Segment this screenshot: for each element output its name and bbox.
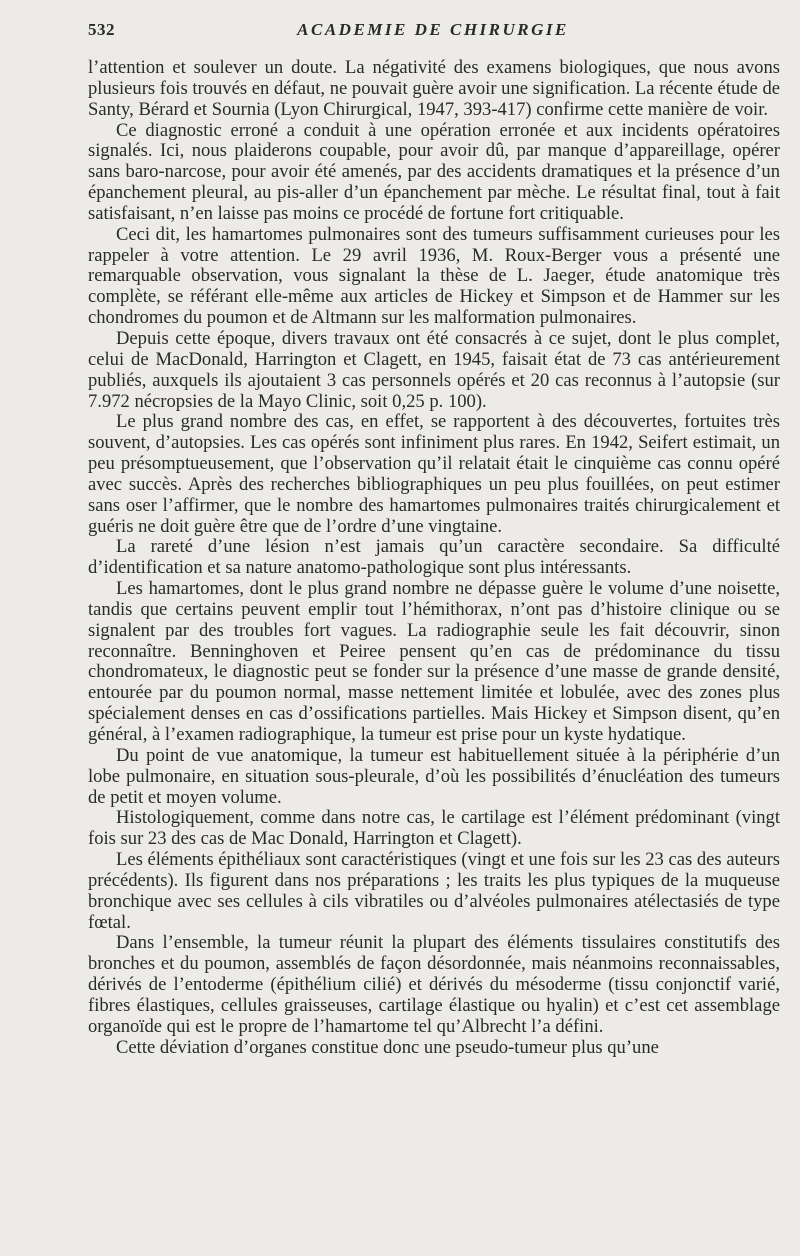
paragraph: Histologiquement, comme dans notre cas, le cartilage est l’élément prédominant (vingt fois sur 23 des cas de Mac Donald, Harrington et Clagett). (88, 807, 780, 850)
body-text (88, 58, 780, 1059)
page-number: 532 (88, 20, 115, 39)
paragraph: Ceci dit, les hamartomes pulmonaires sont des tumeurs suffisamment curieuses pour les rappeler à votre attention. Le 29 avril 1936, M. Roux-Berger vous a présenté une remarquable observation, vous signalant la thèse de L. Jaeger, étude anatomique très complète, se référant elle-même aux articles de Hickey et Simpson et de Hammer sur les chondromes du poumon et de Altmann sur les malformation pulmonaires. (88, 223, 780, 329)
paragraph: Cette déviation d’organes constitue donc une pseudo-tumeur plus qu’une (116, 1036, 659, 1058)
page-header (88, 20, 778, 44)
running-title: ACADEMIE DE CHIRURGIE (297, 20, 569, 39)
paragraph: La rareté d’une lésion n’est jamais qu’un caractère secondaire. Sa difficulté d’identification et sa nature anatomo-pathologique sont plus intéressants. (88, 536, 780, 579)
paragraph: Depuis cette époque, divers travaux ont été consacrés à ce sujet, dont le plus complet, celui de MacDonald, Harrington et Clagett, en 1945, faisait état de 73 cas antérieurement publiés, auxquels ils ajoutaient 3 cas personnels opérés et 20 cas reconnus à l’autopsie (sur 7.972 nécropsies de la Mayo Clinic, soit 0,25 p. 100). (88, 327, 780, 412)
paragraph: Les éléments épithéliaux sont caractéristiques (vingt et une fois sur les 23 cas des auteurs précédents). Ils figurent dans nos préparations ; les traits les plus typiques de la muqueuse bronchique avec ses cellules à cils vibratiles ou d’alvéoles pulmonaires atélectasiés de type fœtal. (88, 849, 781, 933)
paragraph: l’attention et soulever un doute. La négativité des examens biologiques, que nous avons plusieurs fois trouvés en défaut, ne pouvait guère avoir une signification. La récente étude de Santy, Bérard et Sournia (Lyon Chirurgical, 1947, 393-417) confirme cette manière de voir. (88, 57, 780, 120)
paragraph: Ce diagnostic erroné a conduit à une opération erronée et aux incidents opératoires signalés. Ici, nous plaiderons coupable, pour avoir dû, par manque d’appareillage, opérer sans baro-narcose, pour avoir été amenés, par des accidents dramatiques et la présence d’un épanchement pleural, au pis-aller d’un épanchement par mèche. Le résultat final, tout à fait satisfaisant, n’en laisse pas moins ce procédé de fortune fort critiquable. (88, 119, 780, 224)
paragraph: Les hamartomes, dont le plus grand nombre ne dépasse guère le volume d’une noisette, tandis que certains peuvent emplir tout l’hémithorax, n’ont pas d’histoire clinique ou se signalent par des troubles fort vagues. La radiographie seule les fait découvrir, sinon reconnaître. Benninghoven et Peiree pensent qu’en cas de prédominance du tissu chondromateux, le diagnostic peut se fonder sur la présence d’une masse de grande densité, entourée par du poumon normal, masse nettement limitée et lobulée, avec des zones plus spécialement denses en cas d’ossifications partielles. Mais Hickey et Simpson disent, qu’en général, à l’examen radiographique, la tumeur est prise pour un kyste hydatique. (88, 578, 780, 745)
paragraph: Le plus grand nombre des cas, en effet, se rapportent à des découvertes, fortuites très souvent, d’autopsies. Les cas opérés sont infiniment plus rares. En 1942, Seifert estimait, un peu présomptueusement, que l’observation qu’il relatait était le cinquième cas connu opéré avec succès. Après des recherches bibliographiques un peu plus fouillées, on peut estimer sans oser l’affirmer, que le nombre des hamartomes pulmonaires traités chirurgicalement et guéris ne doit guère être que de l’ordre d’une vingtaine. (88, 411, 780, 537)
paragraph: Dans l’ensemble, la tumeur réunit la plupart des éléments tissulaires constitutifs des bronches et du poumon, assemblés de façon désordonnée, mais néanmoins reconnaissables, dérivés de l’entoderme (épithélium cilié) et dérivés du mésoderme (tissu conjonctif varié, fibres élastiques, cellules graisseuses, cartilage élastique ou hyalin) et c’est cet assemblage organoïde qui est le propre de l’hamartome tel qu’Albrecht l’a défini. (88, 932, 780, 1037)
paragraph: Du point de vue anatomique, la tumeur est habituellement située à la périphérie d’un lobe pulmonaire, en situation sous-pleurale, d’où les possibilités d’énucléation des tumeurs de petit et moyen volume. (88, 744, 780, 808)
